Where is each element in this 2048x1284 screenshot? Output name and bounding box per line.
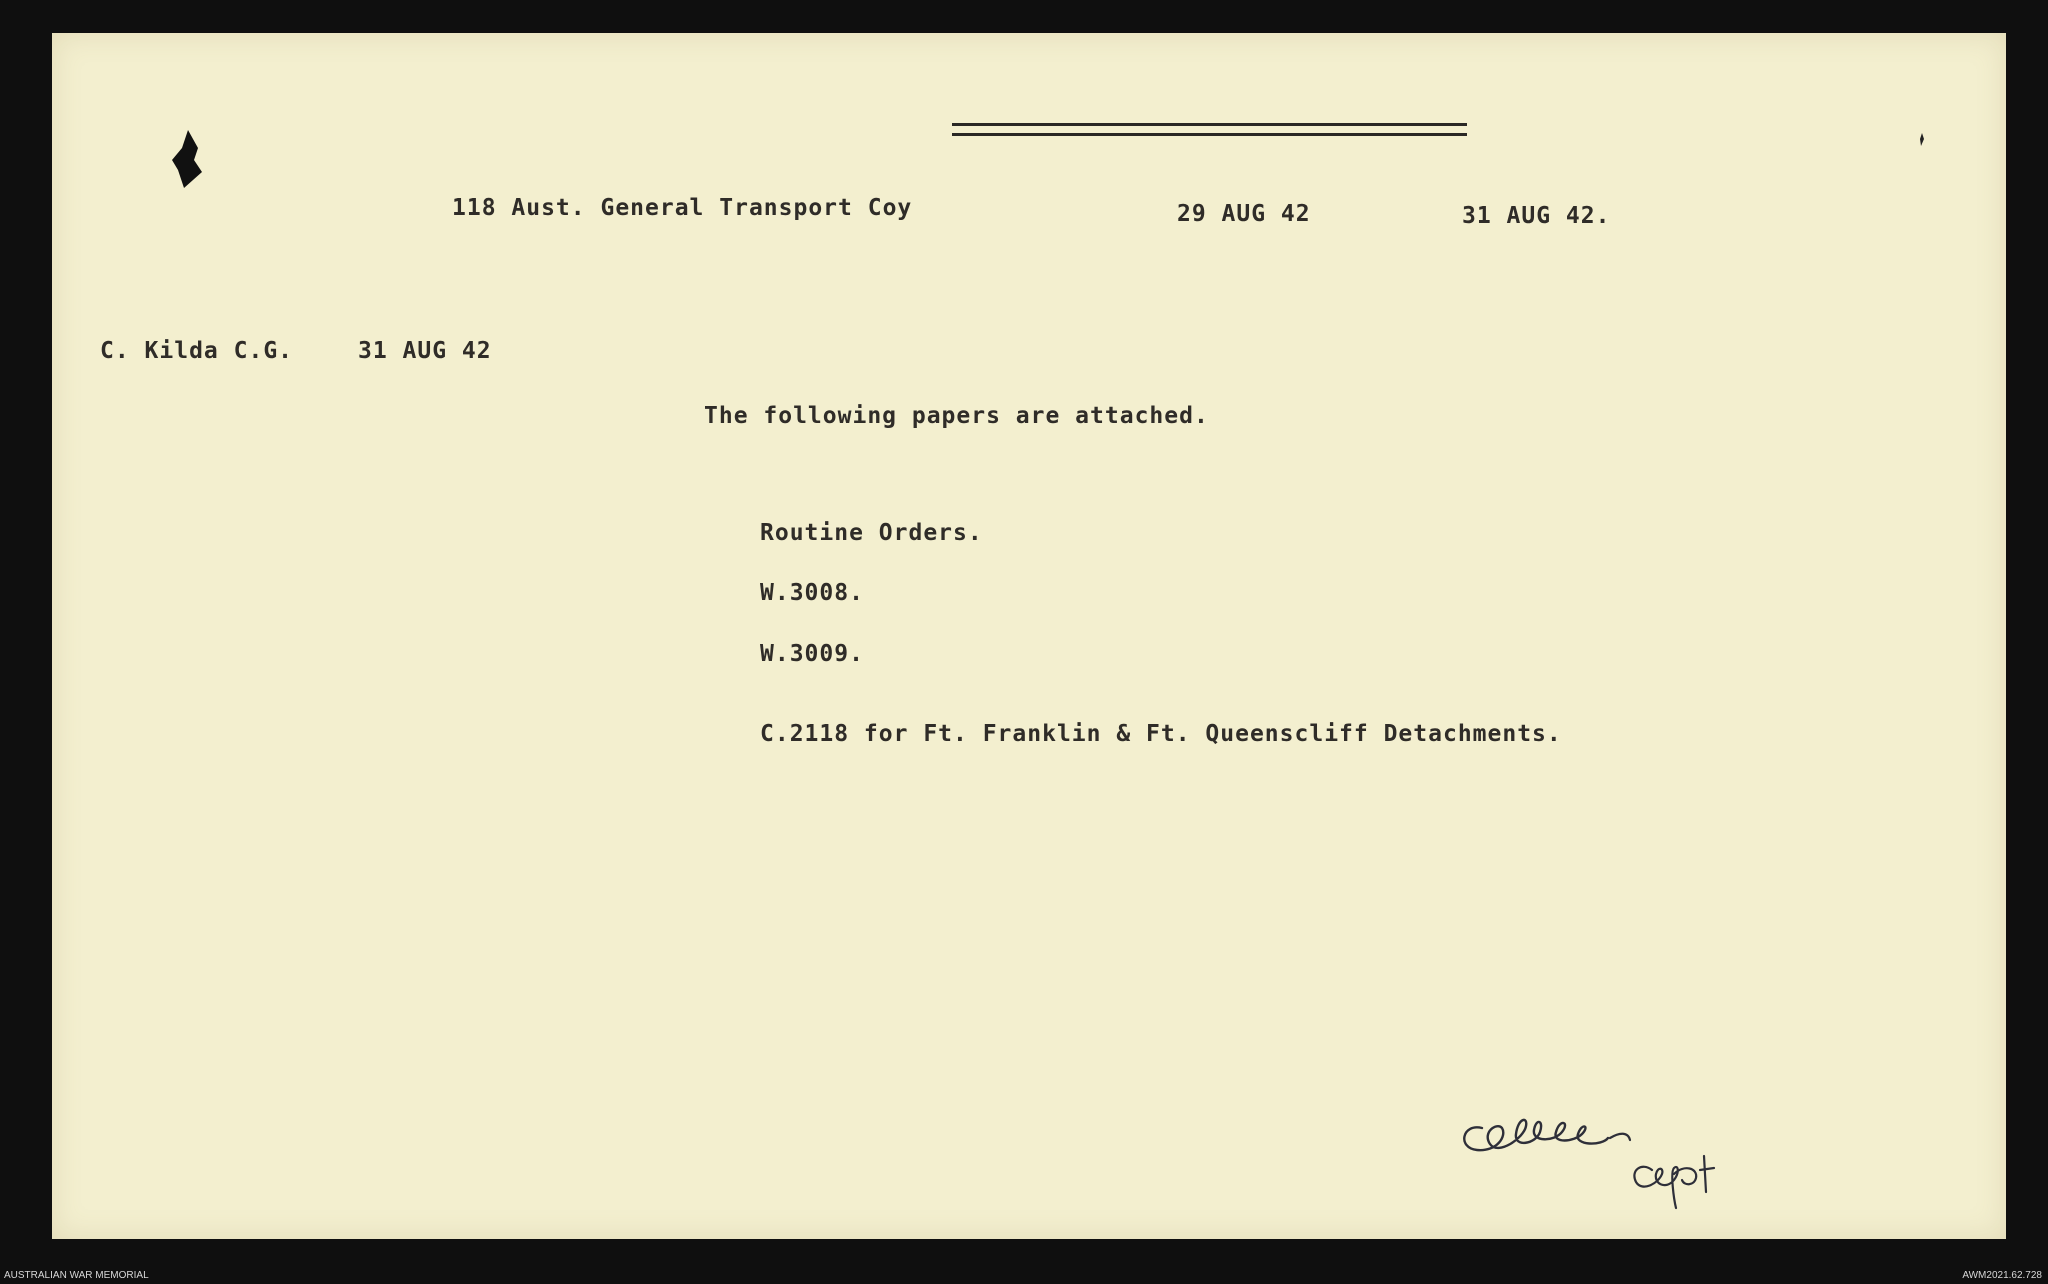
torn-mark (170, 130, 210, 200)
date-to: 31 AUG 42. (1462, 203, 1611, 229)
attached-item: W.3009. (760, 641, 864, 667)
attached-item: Routine Orders. (760, 520, 983, 546)
footer-left: AUSTRALIAN WAR MEMORIAL (4, 1270, 149, 1281)
origin-place: C. Kilda C.G. (100, 338, 294, 364)
attached-item: W.3008. (760, 580, 864, 606)
origin-date: 31 AUG 42 (358, 338, 492, 364)
header-rule-bottom (952, 133, 1467, 136)
header-rule-top (952, 123, 1467, 126)
date-from: 29 AUG 42 (1177, 201, 1311, 227)
footer-right: AWM2021.62.728 (1962, 1270, 2042, 1281)
attached-item: C.2118 for Ft. Franklin & Ft. Queenscliff Detachments. (760, 721, 1562, 747)
unit-name: 118 Aust. General Transport Coy (452, 195, 913, 221)
document-page (52, 33, 2006, 1239)
intro-line: The following papers are attached. (704, 403, 1209, 429)
handwritten-signature (1452, 1108, 1792, 1218)
ink-mark (1918, 133, 1926, 147)
